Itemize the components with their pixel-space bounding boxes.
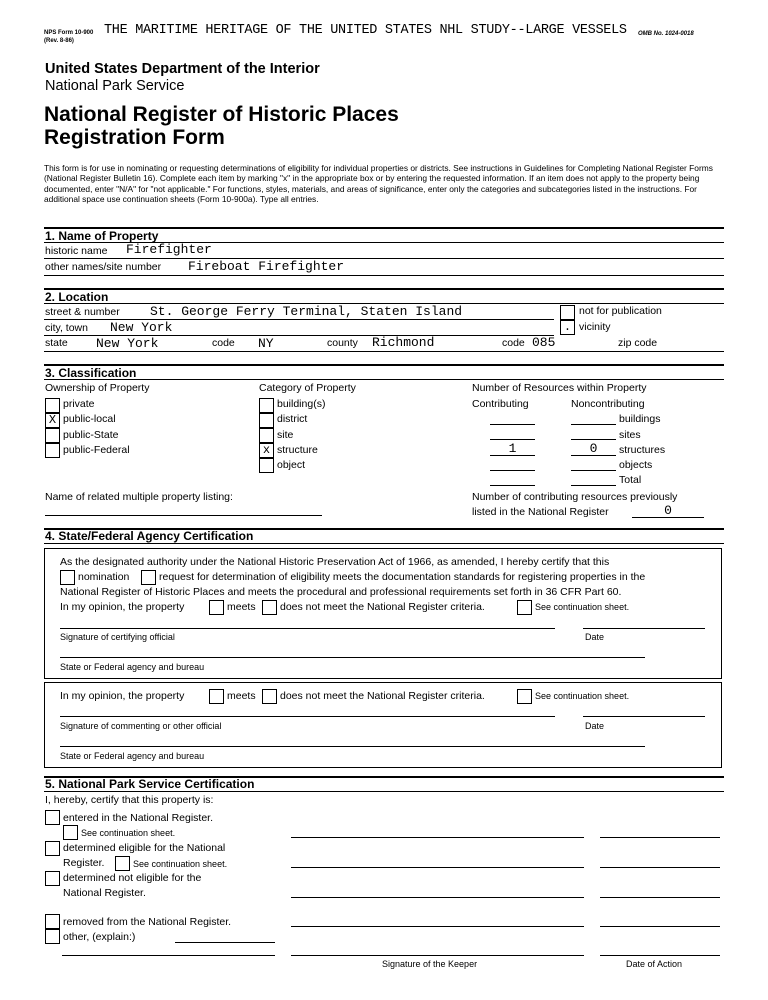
removed-label: removed from the National Register. bbox=[63, 916, 232, 928]
previously-listed-label-1: Number of contributing resources previously bbox=[472, 491, 678, 503]
section-4-heading: 4. State/Federal Agency Certification bbox=[45, 529, 254, 543]
does-not-meet-label: does not meet the National Register criteria. bbox=[280, 690, 485, 702]
form-revision: (Rev. 8-86) bbox=[44, 38, 74, 44]
removed-checkbox[interactable] bbox=[45, 914, 60, 929]
contributing-heading: Contributing bbox=[472, 398, 529, 410]
city-label: city, town bbox=[45, 322, 88, 334]
see-continuation-label: See continuation sheet. bbox=[535, 691, 630, 701]
blank-line bbox=[571, 424, 616, 425]
resource-row-label: sites bbox=[619, 429, 641, 441]
keeper-signature-label: Signature of the Keeper bbox=[382, 959, 478, 969]
determined-eligible-checkbox[interactable] bbox=[45, 841, 60, 856]
see-continuation-label: See continuation sheet. bbox=[81, 828, 176, 838]
study-title: THE MARITIME HERITAGE OF THE UNITED STATES NHL STUDY--LARGE VESSELS bbox=[104, 23, 627, 38]
ownership-private-label: private bbox=[63, 398, 95, 410]
action-date-line[interactable] bbox=[600, 897, 720, 898]
divider bbox=[44, 351, 724, 352]
see-continuation-label: See continuation sheet. bbox=[133, 859, 228, 869]
section-5-heading: 5. National Park Service Certification bbox=[45, 777, 255, 791]
multiple-property-line[interactable] bbox=[45, 515, 322, 516]
date-label: Date bbox=[585, 721, 605, 731]
does-not-meet-checkbox[interactable] bbox=[262, 689, 277, 704]
see-continuation-checkbox[interactable] bbox=[517, 600, 532, 615]
request-determination-checkbox[interactable] bbox=[141, 570, 156, 585]
eligible-continuation-checkbox[interactable] bbox=[115, 856, 130, 871]
state-label: state bbox=[45, 337, 68, 349]
blank-line bbox=[571, 439, 616, 440]
category-site-label: site bbox=[277, 429, 294, 441]
blank-line bbox=[490, 455, 535, 456]
meets-label: meets bbox=[227, 601, 256, 613]
keeper-signature-line[interactable] bbox=[291, 837, 584, 838]
code-label: code bbox=[212, 337, 235, 349]
category-structure-checkbox[interactable]: x bbox=[259, 443, 274, 458]
category-district-checkbox[interactable] bbox=[259, 413, 274, 428]
explain-line[interactable] bbox=[175, 942, 275, 943]
ownership-public-state-checkbox[interactable] bbox=[45, 428, 60, 443]
nomination-label: nomination bbox=[78, 571, 130, 583]
form-subtitle: Registration Form bbox=[44, 126, 225, 149]
blank-line bbox=[571, 470, 616, 471]
blank-line bbox=[490, 470, 535, 471]
vicinity-label: vicinity bbox=[579, 321, 611, 333]
divider bbox=[44, 364, 724, 366]
keeper-signature-line[interactable] bbox=[291, 897, 584, 898]
divider bbox=[44, 275, 724, 276]
ownership-public-state-label: public-State bbox=[63, 429, 119, 441]
nps-intro-label: I, hereby, certify that this property is: bbox=[45, 794, 214, 806]
other-names-label: other names/site number bbox=[45, 261, 162, 273]
action-date-line[interactable] bbox=[600, 926, 720, 927]
county-label: county bbox=[327, 337, 358, 349]
entered-checkbox[interactable] bbox=[45, 810, 60, 825]
divider bbox=[44, 791, 724, 792]
date-line[interactable] bbox=[583, 716, 705, 717]
zip-code-label: zip code bbox=[618, 337, 658, 349]
form-number: NPS Form 10-900 bbox=[44, 30, 94, 36]
multiple-property-label: Name of related multiple property listing: bbox=[45, 491, 233, 503]
ownership-public-federal-checkbox[interactable] bbox=[45, 443, 60, 458]
county-code-label: code bbox=[502, 337, 525, 349]
street-label: street & number bbox=[45, 306, 120, 318]
ownership-heading: Ownership of Property bbox=[45, 382, 150, 394]
form-title: National Register of Historic Places bbox=[44, 103, 399, 126]
department-name: United States Department of the Interior bbox=[45, 61, 320, 77]
agency-label: State or Federal agency and bureau bbox=[60, 751, 205, 761]
cert-paragraph-line-1: As the designated authority under the National Historic Preservation Act of 1966, as amended, I hereby certify that this bbox=[60, 556, 610, 568]
street-value[interactable]: St. George Ferry Terminal, Staten Island bbox=[150, 304, 463, 319]
explain-line[interactable] bbox=[62, 955, 275, 956]
other-label: other, (explain:) bbox=[63, 931, 136, 943]
not-for-publication-checkbox[interactable] bbox=[560, 305, 575, 320]
signature-line[interactable] bbox=[60, 628, 555, 629]
blank-line bbox=[490, 485, 535, 486]
agency-line[interactable] bbox=[60, 746, 645, 747]
city-value[interactable]: New York bbox=[110, 320, 173, 335]
divider bbox=[44, 543, 724, 544]
omb-number: OMB No. 1024-0018 bbox=[638, 31, 694, 37]
category-site-checkbox[interactable] bbox=[259, 428, 274, 443]
blank-line bbox=[571, 485, 616, 486]
meets-label: meets bbox=[227, 690, 256, 702]
section-1-heading: 1. Name of Property bbox=[45, 229, 159, 243]
ownership-public-local-checkbox[interactable]: X bbox=[45, 413, 60, 428]
structures-noncontributing-value[interactable]: 0 bbox=[589, 441, 598, 456]
resource-row-label: buildings bbox=[619, 413, 661, 425]
divider bbox=[44, 288, 724, 290]
previously-listed-value[interactable]: 0 bbox=[664, 503, 672, 518]
meets-checkbox[interactable] bbox=[209, 689, 224, 704]
request-determination-label: request for determination of eligibility meets the documentation standards for registering properties in the bbox=[159, 571, 646, 583]
resource-row-label: structures bbox=[619, 444, 666, 456]
entered-continuation-checkbox[interactable] bbox=[63, 825, 78, 840]
meets-checkbox[interactable] bbox=[209, 600, 224, 615]
see-continuation-checkbox[interactable] bbox=[517, 689, 532, 704]
ownership-public-federal-label: public-Federal bbox=[63, 444, 130, 456]
vicinity-checkbox[interactable]: . bbox=[560, 320, 575, 335]
service-name: National Park Service bbox=[45, 78, 185, 94]
section-2-heading: 2. Location bbox=[45, 290, 109, 304]
noncontributing-heading: Noncontributing bbox=[571, 398, 645, 410]
cert-paragraph-line-3: National Register of Historic Places and meets the procedural and professional requirements set forth in 36 CFR Part 60. bbox=[60, 586, 622, 598]
commenting-signature-label: Signature of commenting or other official bbox=[60, 721, 222, 731]
instructions-text: This form is for use in nominating or requesting determinations of eligibility for individual properties or districts. See instructions in Guidelines for Completing National Register Forms (National Register Bulletin 16). Complete each item by marking "x" in the appropriate box or by entering the requested information. If an item does not apply to the property being documented, enter "N/A" for "not applicable." For functions, styles, materials, and areas of significance, enter only the categories and subcategories listed in the instructions. For additional space use continuation sheets (Form 10-900a). Type all entries. bbox=[44, 163, 713, 205]
opinion-label: In my opinion, the property bbox=[60, 690, 185, 702]
agency-line[interactable] bbox=[60, 657, 645, 658]
blank-line bbox=[490, 439, 535, 440]
ownership-public-local-label: public-local bbox=[63, 413, 116, 425]
category-district-label: district bbox=[277, 413, 308, 425]
determined-eligible-label-2: Register. bbox=[63, 857, 105, 869]
category-building-label: building(s) bbox=[277, 398, 326, 410]
section-3-heading: 3. Classification bbox=[45, 366, 137, 380]
previously-listed-label-2: listed in the National Register bbox=[472, 506, 609, 518]
blank-line bbox=[632, 517, 704, 518]
structures-contributing-value[interactable]: 1 bbox=[508, 441, 517, 456]
nomination-checkbox[interactable] bbox=[60, 570, 75, 585]
resource-row-label: Total bbox=[619, 474, 642, 486]
determined-not-eligible-label-2: National Register. bbox=[63, 887, 146, 899]
opinion-label: In my opinion, the property bbox=[60, 601, 185, 613]
category-object-checkbox[interactable] bbox=[259, 458, 274, 473]
date-of-action-label: Date of Action bbox=[626, 959, 683, 969]
historic-name-value[interactable]: Firefighter bbox=[126, 242, 212, 257]
action-date-line[interactable] bbox=[600, 867, 720, 868]
county-value[interactable]: Richmond bbox=[372, 335, 435, 350]
date-label: Date bbox=[585, 632, 605, 642]
action-date-line[interactable] bbox=[600, 837, 720, 838]
other-checkbox[interactable] bbox=[45, 929, 60, 944]
keeper-signature-line[interactable] bbox=[291, 926, 584, 927]
determined-eligible-label-1: determined eligible for the National bbox=[63, 842, 226, 854]
see-continuation-label: See continuation sheet. bbox=[535, 602, 630, 612]
code-value[interactable]: NY bbox=[258, 336, 274, 351]
category-object-label: object bbox=[277, 459, 306, 471]
does-not-meet-label: does not meet the National Register criteria. bbox=[280, 601, 485, 613]
category-structure-label: structure bbox=[277, 444, 318, 456]
other-names-value[interactable]: Fireboat Firefighter bbox=[188, 259, 345, 274]
category-building-checkbox[interactable] bbox=[259, 398, 274, 413]
county-code-value[interactable]: 085 bbox=[532, 335, 556, 350]
determined-not-eligible-label-1: determined not eligible for the bbox=[63, 872, 202, 884]
blank-line bbox=[571, 455, 616, 456]
ownership-private-checkbox[interactable] bbox=[45, 398, 60, 413]
date-line[interactable] bbox=[583, 628, 705, 629]
state-value[interactable]: New York bbox=[96, 336, 159, 351]
divider bbox=[44, 379, 724, 380]
action-date-line[interactable] bbox=[600, 955, 720, 956]
blank-line bbox=[490, 424, 535, 425]
does-not-meet-checkbox[interactable] bbox=[262, 600, 277, 615]
certifying-signature-label: Signature of certifying official bbox=[60, 632, 175, 642]
keeper-signature-line[interactable] bbox=[291, 867, 584, 868]
agency-label: State or Federal agency and bureau bbox=[60, 662, 205, 672]
historic-name-label: historic name bbox=[45, 245, 108, 257]
category-heading: Category of Property bbox=[259, 382, 356, 394]
divider bbox=[44, 258, 724, 259]
resource-row-label: objects bbox=[619, 459, 653, 471]
signature-line[interactable] bbox=[60, 716, 555, 717]
entered-label: entered in the National Register. bbox=[63, 812, 214, 824]
not-for-publication-label: not for publication bbox=[579, 305, 662, 317]
keeper-signature-line[interactable] bbox=[291, 955, 584, 956]
determined-not-eligible-checkbox[interactable] bbox=[45, 871, 60, 886]
resources-heading: Number of Resources within Property bbox=[472, 382, 647, 394]
